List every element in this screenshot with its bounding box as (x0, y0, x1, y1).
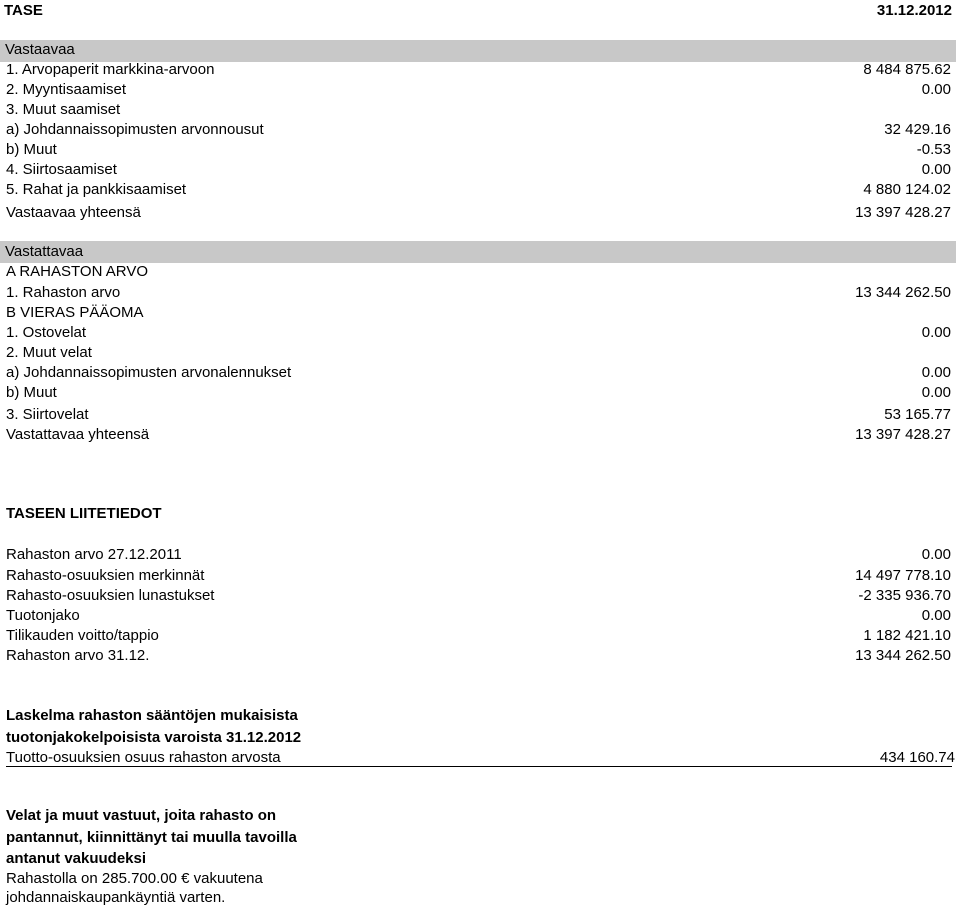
assets-row: a) Johdannaissopimusten arvonnousut 32 429.16 (6, 121, 951, 138)
balance-date: 31.12.2012 (876, 2, 952, 19)
assets-row: 2. Myyntisaamiset 0.00 (6, 81, 951, 98)
notes-row: Tilikauden voitto/tappio 1 182 421.10 (6, 627, 951, 644)
assets-row: b) Muut -0.53 (6, 141, 951, 158)
balance-sheet-header (0, 0, 959, 22)
distributable-heading-line1: Laskelma rahaston sääntöjen mukaisista (6, 707, 298, 724)
liabilities-row: 3. Siirtovelat 53 165.77 (6, 406, 951, 423)
liabilities-row: 2. Muut velat (6, 344, 92, 361)
assets-row: 4. Siirtosaamiset 0.00 (6, 161, 951, 178)
liabilities-total-row: Vastattavaa yhteensä 13 397 428.27 (6, 426, 951, 443)
commitments-text-line1: Rahastolla on 285.700.00 € vakuutena (6, 870, 263, 887)
assets-row: 3. Muut saamiset (6, 101, 121, 118)
notes-row: Tuotonjako 0.00 (6, 607, 951, 624)
liabilities-row: B VIERAS PÄÄOMA (6, 304, 144, 321)
notes-row: Rahasto-osuuksien lunastukset -2 335 936.70 (6, 587, 951, 604)
liabilities-row: 1. Rahaston arvo 13 344 262.50 (6, 284, 951, 301)
commitments-heading-line1: Velat ja muut vastuut, joita rahasto on (6, 807, 277, 824)
page-title: TASE (4, 2, 43, 19)
liabilities-row: b) Muut 0.00 (6, 384, 951, 401)
assets-row: 1. Arvopaperit markkina-arvoon 8 484 875.62 (6, 61, 951, 78)
commitments-heading-line2: pantannut, kiinnittänyt tai muulla tavoilla (6, 829, 297, 846)
commitments-heading-line3: antanut vakuudeksi (6, 850, 147, 867)
liabilities-row: 1. Ostovelat 0.00 (6, 324, 951, 341)
assets-row: 5. Rahat ja pankkisaamiset 4 880 124.02 (6, 181, 951, 198)
liabilities-section-label: Vastattavaa (5, 243, 84, 260)
assets-total-row: Vastaavaa yhteensä 13 397 428.27 (6, 204, 951, 221)
distributable-row: Tuotto-osuuksien osuus rahaston arvosta 434 160.74 (6, 749, 955, 766)
notes-heading: TASEEN LIITETIEDOT (6, 505, 162, 522)
notes-row: Rahaston arvo 27.12.2011 0.00 (6, 546, 951, 563)
notes-row: Rahasto-osuuksien merkinnät 14 497 778.10 (6, 567, 951, 584)
distributable-heading-line2: tuotonjakokelpoisista varoista 31.12.2012 (6, 729, 302, 746)
liabilities-row: A RAHASTON ARVO (6, 263, 148, 280)
commitments-text-line2: johdannaiskaupankäyntiä varten. (6, 889, 226, 906)
assets-section-label: Vastaavaa (5, 41, 75, 58)
distributable-underline (6, 766, 952, 767)
liabilities-row: a) Johdannaissopimusten arvonalennukset 0.00 (6, 364, 951, 381)
notes-row: Rahaston arvo 31.12. 13 344 262.50 (6, 647, 951, 664)
